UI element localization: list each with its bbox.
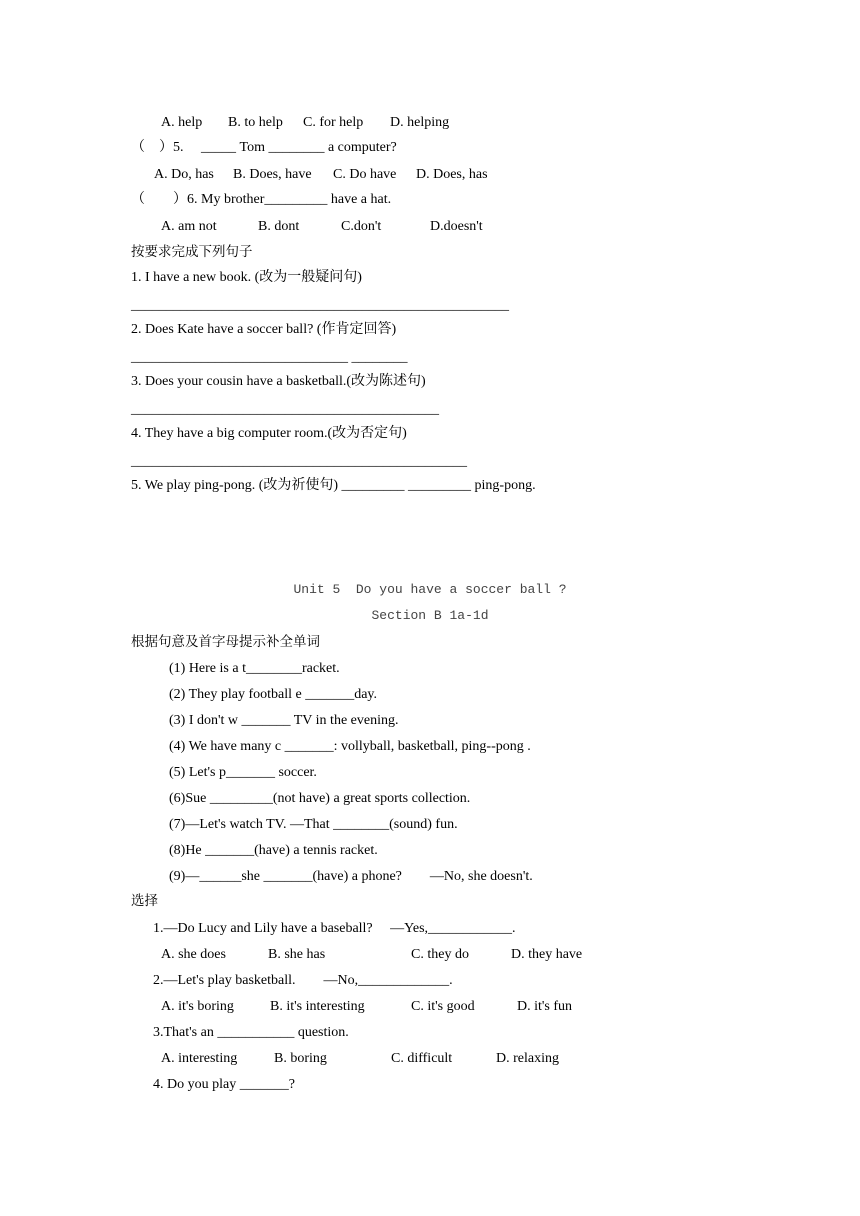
answer-line-1: ______________________________________________________: [131, 298, 509, 313]
option-d: D.doesn't: [430, 219, 483, 234]
choice-question-1: 1.—Do Lucy and Lily have a baseball? —Yes,____________.: [153, 921, 516, 936]
answer-line-3: ____________________________________________: [131, 402, 439, 417]
choice-question-2: 2.—Let's play basketball. —No,_____________.: [153, 973, 453, 988]
option-d: D. it's fun: [517, 999, 573, 1014]
section-heading: 选择: [131, 893, 158, 909]
option-a: A. interesting: [161, 1051, 238, 1066]
option-b: B. Does, have: [233, 167, 312, 182]
choice-question-4: 4. Do you play _______?: [153, 1077, 295, 1092]
option-c: C. Do have: [333, 167, 397, 182]
option-b: B. she has: [268, 947, 326, 962]
option-c: C. they do: [411, 947, 469, 962]
option-c: C.don't: [341, 219, 382, 234]
section-heading: 按要求完成下列句子: [131, 244, 253, 260]
fill-item: (2) They play football e _______day.: [169, 687, 378, 702]
transform-item-1: 1. I have a new book. (改为一般疑问句): [131, 270, 362, 285]
option-a: A. she does: [161, 947, 226, 962]
option-b: B. dont: [258, 219, 300, 234]
fill-item: (6)Sue _________(not have) a great sports collection.: [169, 791, 471, 806]
choice-question-3: 3.That's an ___________ question.: [153, 1025, 349, 1040]
transform-item-3: 3. Does your cousin have a basketball.(改为陈述句): [131, 374, 426, 389]
option-d: D. helping: [390, 115, 450, 130]
transform-item-5: 5. We play ping-pong. (改为祈使句) _________ _________ ping-pong.: [131, 478, 536, 493]
question-5: （ ）5. _____ Tom ________ a computer?: [131, 140, 397, 155]
option-c: C. it's good: [411, 999, 475, 1014]
fill-item: (1) Here is a t________racket.: [169, 661, 340, 676]
option-c: C. difficult: [391, 1051, 453, 1066]
option-a: A. am not: [161, 219, 217, 234]
option-d: D. relaxing: [496, 1051, 559, 1066]
option-c: C. for help: [303, 115, 364, 130]
option-b: B. to help: [228, 115, 283, 130]
transform-item-2: 2. Does Kate have a soccer ball? (作肯定回答): [131, 322, 397, 337]
fill-item: (9)—______she _______(have) a phone? —No, she doesn't.: [169, 869, 533, 884]
option-d: D. they have: [511, 947, 583, 962]
section-heading: 根据句意及首字母提示补全单词: [131, 634, 320, 650]
fill-item: (4) We have many c _______: vollyball, basketball, ping--pong .: [169, 739, 531, 754]
transform-item-4: 4. They have a big computer room.(改为否定句): [131, 426, 407, 441]
unit-title: Unit 5 Do you have a soccer ball ?: [293, 582, 567, 597]
option-d: D. Does, has: [416, 167, 488, 182]
answer-line-2: _______________________________ ________: [131, 350, 408, 365]
section-title: Section B 1a-1d: [371, 608, 489, 623]
answer-line-4: ________________________________________________: [131, 454, 467, 469]
fill-item: (5) Let's p_______ soccer.: [169, 765, 317, 780]
option-a: A. it's boring: [161, 999, 234, 1014]
option-a: A. help: [161, 115, 203, 130]
option-b: B. boring: [274, 1051, 327, 1066]
option-b: B. it's interesting: [270, 999, 365, 1014]
fill-item: (3) I don't w _______ TV in the evening.: [169, 713, 399, 728]
option-a: A. Do, has: [154, 167, 214, 182]
question-6: （ ）6. My brother_________ have a hat.: [131, 192, 392, 207]
fill-item: (7)—Let's watch TV. —That ________(sound) fun.: [169, 817, 458, 832]
fill-item: (8)He _______(have) a tennis racket.: [169, 843, 378, 858]
